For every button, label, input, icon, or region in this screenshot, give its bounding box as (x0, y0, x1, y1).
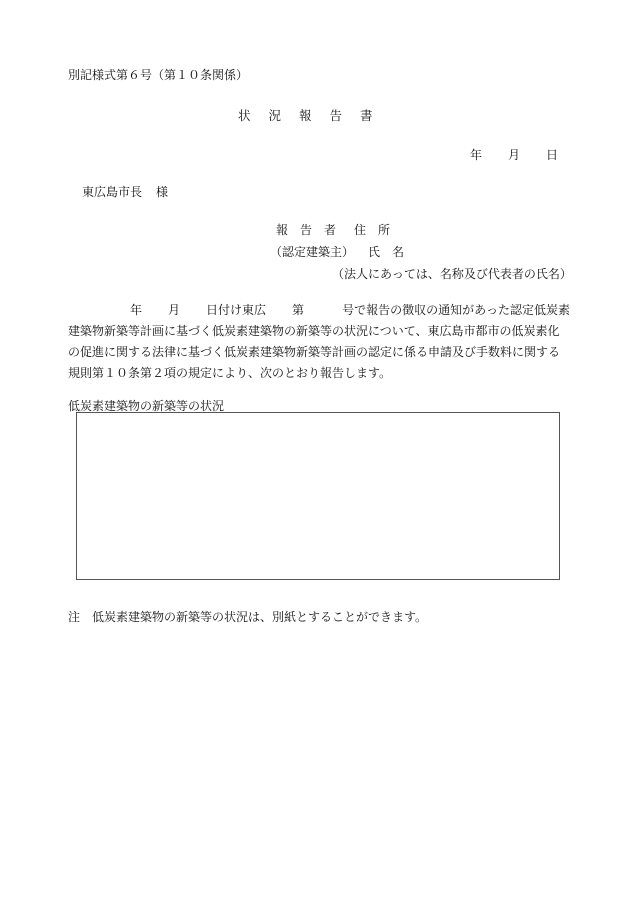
body-year: 年 (130, 303, 143, 317)
status-entry-box[interactable] (76, 412, 560, 580)
body-line-2: 建築物新築等計画に基づく低炭素建築物の新築等の状況について、東広島市都市の低炭素化 (68, 324, 560, 338)
body-line-3: の促進に関する法律に基づく低炭素建築物新築等計画の認定に係る申請及び手数料に関する (68, 345, 561, 359)
addressee-honorific: 様 (156, 185, 169, 199)
certified-builder-label: （認定建築主） (270, 245, 355, 259)
reporter-address-row (276, 221, 402, 238)
status-section-label: 低炭素建築物の新築等の状況 (68, 399, 225, 413)
body-line-1-rest: 号で報告の徴収の通知があった認定低炭素 (342, 303, 570, 317)
document-title: 状況報告書 (238, 108, 391, 123)
body-line-1 (68, 300, 568, 321)
body-line-4: 規則第１０条第２項の規定により、次のとおり報告します。 (68, 366, 392, 380)
body-dated: 日付け東広 (206, 303, 267, 317)
name-label: 氏名 (368, 245, 417, 259)
reporter-name-row (270, 243, 416, 260)
addressee (82, 183, 168, 200)
body-number-prefix: 第 (292, 303, 305, 317)
addressee-name: 東広島市長 (82, 185, 143, 199)
date-day: 日 (546, 148, 559, 162)
corporation-note: （法人にあっては、名称及び代表者の氏名） (332, 267, 572, 281)
footnote: 注 低炭素建築物の新築等の状況は、別紙とすることができます。 (68, 610, 428, 624)
date-year: 年 (470, 148, 483, 162)
reporter-label: 報告者 (276, 223, 349, 237)
report-body (68, 300, 568, 384)
form-number: 別記様式第６号（第１０条関係） (68, 68, 249, 82)
date-line (470, 146, 558, 163)
date-month: 月 (508, 148, 521, 162)
body-month: 月 (168, 303, 181, 317)
address-label: 住所 (354, 223, 403, 237)
